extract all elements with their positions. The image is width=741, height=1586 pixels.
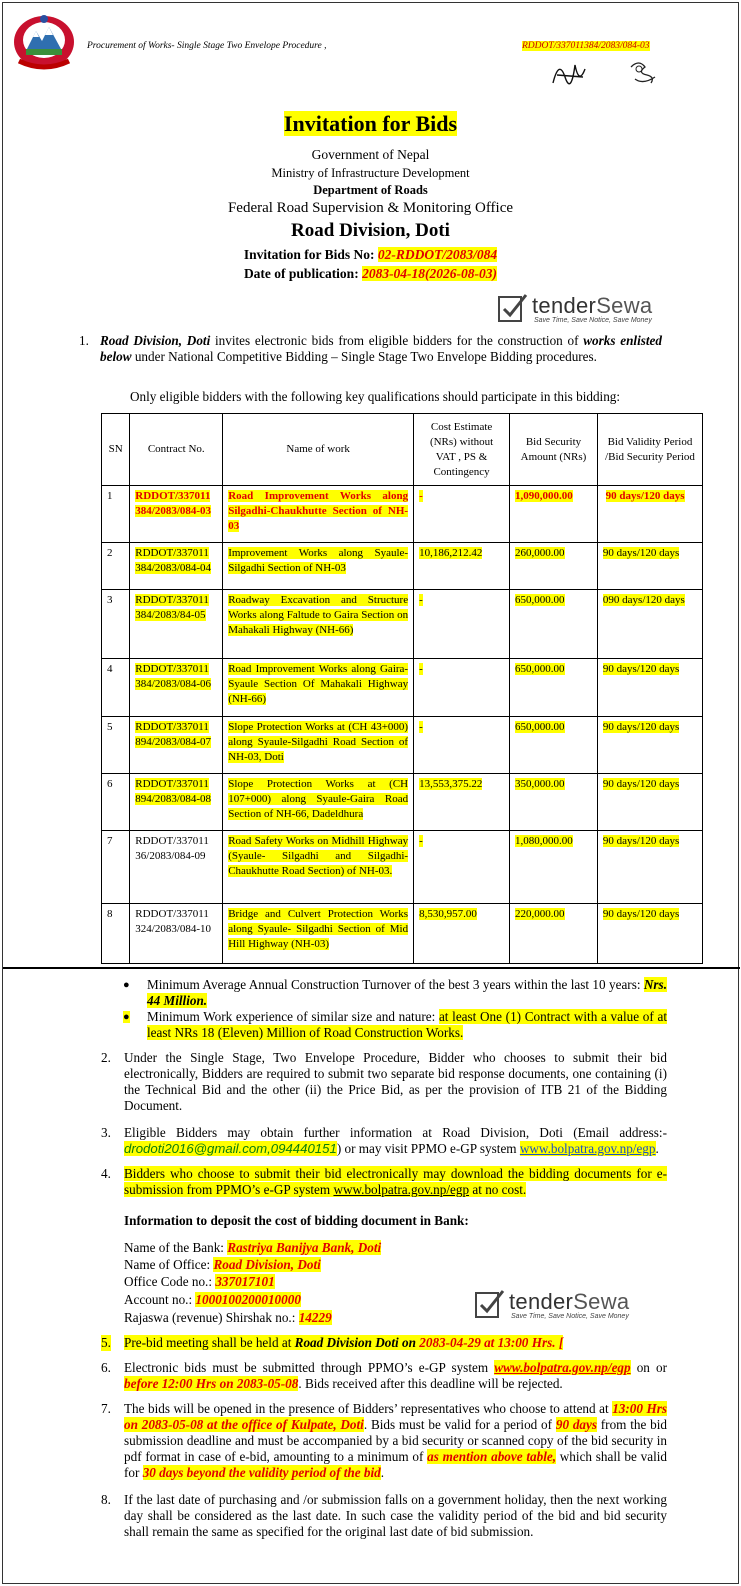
cell-work: Road Improvement Works along Gaira- Syaule Section Of Mahakali Highway (NH-66) — [223, 659, 414, 717]
cell-security: 220,000.00 — [510, 904, 598, 964]
bank-name-line: Name of the Bank: Rastriya Banijya Bank, Doti — [124, 1240, 382, 1255]
cell-cost: 13,553,375.22 — [414, 774, 510, 831]
cell-security: 350,000.00 — [510, 774, 598, 831]
signature-2-icon — [625, 57, 661, 87]
table-row — [102, 717, 703, 774]
publication-date: 2083-04-18(2026-08-03) — [362, 266, 498, 281]
qualification-intro: Only eligible bidders with the following key qualifications should participate in this bidding: — [130, 389, 621, 404]
cell-cost: 10,186,212.42 — [414, 543, 510, 590]
table-row — [102, 486, 703, 543]
section-6-text: Electronic bids must be submitted through PPMO’s e-GP system www.bolpatra.gov.np/egp on or before 12:00 Hrs on 2083-05-08. Bids received after this deadline will be rejected. — [124, 1360, 667, 1391]
cell-security: 1,080,000.00 — [510, 831, 598, 904]
cell-validity: 90 days/120 days — [597, 543, 702, 590]
cell-contract: RDDOT/337011 384/2083/084-04 — [130, 543, 223, 590]
cell-work: Road Safety Works on Midhill Highway (Syaule- Silgadhi and Silgadhi-Chaukhutte Road Section) of NH-03. — [223, 831, 414, 904]
cell-security: 650,000.00 — [510, 659, 598, 717]
cell-contract: RDDOT/337011 894/2083/084-07 — [130, 717, 223, 774]
cell-sn: 8 — [102, 904, 130, 964]
ifb-number-line: Invitation for Bids No: 02-RDDOT/2083/084 — [243, 247, 498, 262]
cell-contract: RDDOT/337011 894/2083/084-08 — [130, 774, 223, 831]
header-sn: SN — [102, 414, 130, 486]
table-header-row — [102, 414, 703, 486]
table-row — [102, 774, 703, 831]
cell-contract: RDDOT/337011 36/2083/084-09 — [130, 831, 223, 904]
table-row — [102, 904, 703, 964]
bullet-icon: ● — [123, 979, 130, 991]
email-link[interactable]: drodoti2016@gmail.com,094440151 — [124, 1141, 337, 1156]
cell-work: Slope Protection Works at (CH 43+000) along Syaule-Silgadhi Road Section of NH-03, Doti — [223, 717, 414, 774]
cell-contract: RDDOT/337011 384/2083/84-05 — [130, 590, 223, 659]
tendersewa-check-icon — [473, 1287, 507, 1321]
egp-link[interactable]: www.bolpatra.gov.np/egp — [333, 1182, 470, 1197]
turnover-requirement: Minimum Average Annual Construction Turnover of the best 3 years within the last 10 years: Nrs. 44 Million. — [147, 977, 667, 1008]
section-1-number: 1. — [79, 333, 89, 348]
section-2-number: 2. — [101, 1050, 111, 1065]
header-name-of-work: Name of work — [223, 414, 414, 486]
cell-sn: 5 — [102, 717, 130, 774]
section-4-text: Bidders who choose to submit their bid electronically may download the bidding documents for e-submission from PPMO’s e-GP system www.bolpatra.gov.np/egp at no cost. — [124, 1166, 667, 1197]
section-5-number: 5. — [101, 1335, 111, 1350]
egp-link[interactable]: www.bolpatra.gov.np/egp — [494, 1360, 631, 1375]
cell-security: 650,000.00 — [510, 717, 598, 774]
cell-cost: 8,530,957.00 — [414, 904, 510, 964]
contracts-table — [101, 413, 703, 964]
cell-contract: RDDOT/337011 324/2083/084-10 — [130, 904, 223, 964]
section-7-text: The bids will be opened in the presence of Bidders’ representatives who choose to attend at 13:00 Hrs on 2083-05-08 at the office of Kulpate, Doti. Bids must be valid for a period of 90 days from the bid submission deadline and must be accompanied by a bid security or scanned copy of the bid security in pdf format in case of e-bid, amounting to a minimum of as mention above table, which shall be valid for 30 days beyond the validity period of the bid. — [124, 1401, 668, 1480]
cell-validity: 90 days/120 days — [597, 774, 702, 831]
section-5-text: Pre-bid meeting shall be held at Road Division Doti on 2083-04-29 at 13:00 Hrs. [ — [124, 1335, 564, 1350]
cell-work: Road Improvement Works along Silgadhi-Chaukhutte Section of NH-03 — [223, 486, 414, 543]
cell-security: 650,000.00 — [510, 590, 598, 659]
cell-cost: - — [414, 486, 510, 543]
section-8-number: 8. — [101, 1492, 111, 1507]
bullet-icon: ● — [123, 1011, 130, 1023]
header-contract-no: Contract No. — [130, 414, 223, 486]
cell-work: Improvement Works along Syaule-Silgadhi Section of NH-03 — [223, 543, 414, 590]
cell-sn: 4 — [102, 659, 130, 717]
cell-validity: 90 days/120 days — [597, 717, 702, 774]
bank-info-heading: Information to deposit the cost of bidding document in Bank: — [124, 1213, 469, 1228]
section-1-text: Road Division, Doti invites electronic bids from eligible bidders for the construction of works enlisted below under National Competitive Bidding – Single Stage Two Envelope Bidding procedures. — [100, 333, 663, 364]
cell-sn: 1 — [102, 486, 130, 543]
section-4-number: 4. — [101, 1166, 111, 1181]
rajaswa-line: Rajaswa (revenue) Shirshak no.: 14229 — [124, 1310, 332, 1325]
header-cost-estimate: Cost Estimate (NRs) without VAT , PS & Contingency — [414, 414, 510, 486]
procurement-header: Procurement of Works- Single Stage Two Envelope Procedure , — [87, 41, 327, 51]
tendersewa-logo: tenderSewa Save Time, Save Notice, Save Money — [473, 1287, 648, 1327]
page-title: Invitation for Bids — [283, 111, 458, 136]
cell-cost: - — [414, 831, 510, 904]
section-7-number: 7. — [101, 1401, 111, 1416]
department-line: Department of Roads — [313, 183, 428, 197]
cell-cost: - — [414, 717, 510, 774]
reference-number: RDDOT/337011384/2083/084-03 — [522, 41, 650, 51]
office-line: Federal Road Supervision & Monitoring Office — [227, 200, 514, 216]
nepal-emblem-icon — [9, 11, 79, 73]
tendersewa-logo: tenderSewa Save Time, Save Notice, Save Money — [496, 291, 671, 331]
experience-requirement: Minimum Work experience of similar size and nature: at least One (1) Contract with a value of at least NRs 18 (Eleven) Million of Road Construction Works. — [147, 1009, 667, 1040]
signature-1-icon — [549, 55, 589, 91]
cell-sn: 3 — [102, 590, 130, 659]
ministry-line: Ministry of Infrastructure Development — [271, 166, 470, 180]
section-3-number: 3. — [101, 1125, 111, 1140]
cell-security: 1,090,000.00 — [510, 486, 598, 543]
cell-validity: 90 days/120 days — [597, 659, 702, 717]
table-row — [102, 659, 703, 717]
section-2-text: Under the Single Stage, Two Envelope Procedure, Bidder who chooses to submit their bid electronically, Bidders are required to submit two separate bid response documents, one containing (i) the Technical Bid and the other (ii) the Price Bid, as per the provision of ITB 21 of the Bidding Document. — [124, 1050, 667, 1113]
header-bid-security: Bid Security Amount (NRs) — [510, 414, 598, 486]
cell-validity: 90 days/120 days — [597, 486, 702, 543]
cell-contract: RDDOT/337011 384/2083/084-03 — [130, 486, 223, 543]
cell-security: 260,000.00 — [510, 543, 598, 590]
division-line: Road Division, Doti — [291, 220, 450, 241]
table-row — [102, 831, 703, 904]
account-no-line: Account no.: 1000100200010000 — [124, 1292, 301, 1307]
document-page — [2, 2, 739, 1584]
cell-work: Bridge and Culvert Protection Works along Syaule- Silgadhi Section of Mid Hill Highway (NH-03) — [223, 904, 414, 964]
cell-contract: RDDOT/337011 384/2083/084-06 — [130, 659, 223, 717]
cell-validity: 090 days/120 days — [597, 590, 702, 659]
egp-link[interactable]: www.bolpatra.gov.np/egp — [519, 1141, 656, 1156]
section-6-number: 6. — [101, 1360, 111, 1375]
cell-sn: 6 — [102, 774, 130, 831]
publication-date-line: Date of publication: 2083-04-18(2026-08-03) — [243, 266, 498, 281]
cell-cost: - — [414, 659, 510, 717]
government-line: Government of Nepal — [311, 147, 430, 162]
office-name-line: Name of Office: Road Division, Doti — [124, 1257, 321, 1272]
section-8-text: If the last date of purchasing and /or submission falls on a government holiday, then the next working day shall be considered as the last date. In such case the validity period of the bid and bid security shall remain the same as specified for the original last date of bid submission. — [124, 1492, 667, 1539]
cell-cost: - — [414, 590, 510, 659]
cell-work: Slope Protection Works at (CH 107+000) along Syaule-Gaira Road Section of NH-66, Dadeldhura — [223, 774, 414, 831]
table-row — [102, 543, 703, 590]
cell-sn: 7 — [102, 831, 130, 904]
cell-sn: 2 — [102, 543, 130, 590]
office-code-line: Office Code no.: 337017101 — [124, 1274, 275, 1289]
page-divider — [3, 967, 740, 969]
header-bid-validity: Bid Validity Period /Bid Security Period — [597, 414, 702, 486]
cell-validity: 90 days/120 days — [597, 904, 702, 964]
cell-validity: 90 days/120 days — [597, 831, 702, 904]
ifb-number: 02-RDDOT/2083/084 — [377, 247, 498, 262]
cell-work: Roadway Excavation and Structure Works along Faltude to Gaira Section on Mahakali Highway (NH-66) — [223, 590, 414, 659]
table-row — [102, 590, 703, 659]
section-3-text: Eligible Bidders may obtain further information at Road Division, Doti (Email address:-drodoti2016@gmail.com,094440151) or may visit PPMO e-GP system www.bolpatra.gov.np/egp. — [124, 1125, 667, 1156]
tendersewa-check-icon — [496, 291, 530, 325]
